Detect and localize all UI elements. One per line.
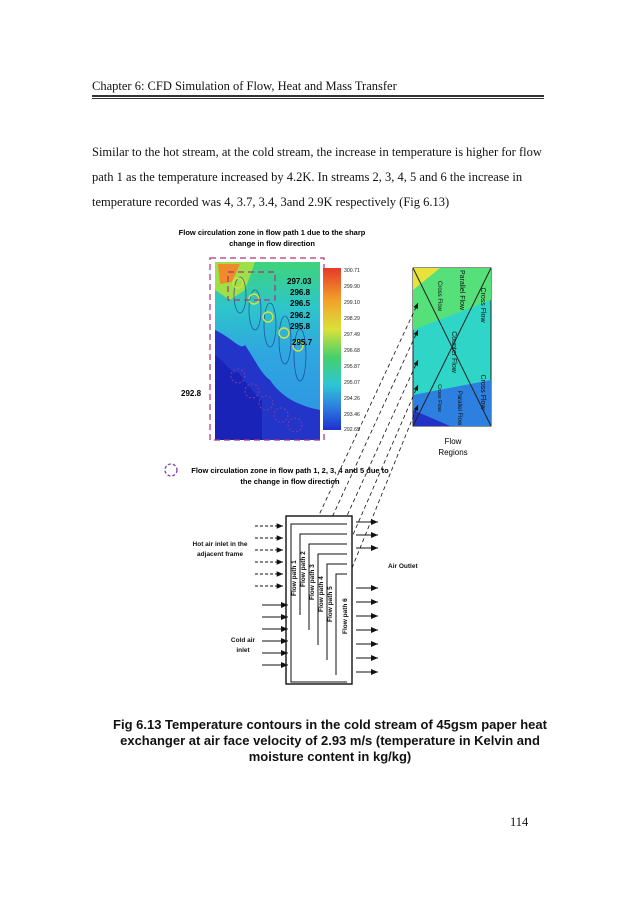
legend-value: 296.68 [344, 348, 360, 354]
caption-line: exchanger at air face velocity of 2.93 m/s (temperature in Kelvin and [120, 733, 540, 748]
annotation-top-line1: Flow circulation zone in flow path 1 due to the sharp [178, 228, 366, 237]
body-line: path 1 as the temperature increased by 4.2K. In streams 2, 3, 4, 5 and 6 the increase in [92, 170, 523, 184]
legend-value: 299.90 [344, 284, 360, 290]
legend-value: 297.49 [344, 332, 360, 338]
legend-value: 293.46 [344, 412, 360, 418]
flow-path-label: Flow path 5 [327, 586, 334, 622]
flow-path-label: Flow path 4 [318, 576, 325, 612]
contour-label: 296.5 [290, 299, 311, 308]
cold-air-inlet-label: Cold air [230, 637, 256, 644]
page-number: 114 [510, 815, 529, 829]
legend-value: 300.71 [344, 268, 360, 274]
circulation-zone-marker [165, 464, 177, 476]
caption-line: moisture content in kg/kg) [248, 749, 412, 764]
annotation-bottom-line1: Flow circulation zone in flow path 1, 2, 3, 4 and 5 due to [191, 466, 389, 475]
region-label: Cross Flow [436, 384, 442, 412]
flow-path-label: Flow path 1 [291, 560, 298, 596]
cold-air-inlet-label: inlet [236, 647, 250, 654]
contour-label: 295.7 [292, 338, 313, 347]
contour-label: 297.03 [287, 277, 312, 286]
regions-title: Regions [438, 448, 468, 457]
chapter-header: Chapter 6: CFD Simulation of Flow, Heat and Mass Transfer [92, 79, 397, 93]
legend-value: 295.07 [344, 380, 360, 386]
flow-path-label: Flow path 6 [342, 598, 349, 634]
legend-value: 294.26 [344, 396, 360, 402]
region-label: Cross Flow [436, 280, 442, 312]
legend-value: 292.65 [344, 427, 360, 433]
contour-label: 296.8 [290, 288, 311, 297]
contour-label: 296.2 [290, 311, 311, 320]
color-legend-bar [323, 268, 341, 430]
legend-value: 298.29 [344, 316, 360, 322]
contour-label: 292.8 [181, 389, 202, 398]
flow-path-label: Flow path 2 [300, 551, 307, 587]
annotation-top-line2: change in flow direction [229, 239, 315, 248]
air-outlet-arrows [356, 522, 378, 672]
region-label: Cross Flow [479, 287, 486, 323]
flow-path-schematic [193, 516, 419, 684]
legend-value: 299.10 [344, 300, 360, 306]
region-label: Parallel Flow [456, 390, 462, 426]
hot-air-inlet-label: adjacent frame [197, 551, 243, 558]
hot-air-inlet-label: Hot air inlet in the [192, 541, 248, 548]
legend-value: 295.87 [344, 364, 360, 370]
body-line: temperature recorded was 4, 3.7, 3.4, 3and 2.9K respectively (Fig 6.13) [92, 195, 450, 209]
flow-path-label: Flow path 3 [309, 564, 316, 600]
caption-line: Fig 6.13 Temperature contours in the cold stream of 45gsm paper heat [113, 717, 547, 732]
region-label: Cross Flow [479, 374, 486, 410]
contour-label: 295.8 [290, 322, 311, 331]
color-legend-values [344, 268, 360, 433]
body-line: Similar to the hot stream, at the cold stream, the increase in temperature is higher for flow [92, 145, 542, 159]
figure-caption [100, 717, 560, 765]
cold-air-arrows [262, 605, 288, 665]
annotation-bottom-line2: the change in flow direction [240, 477, 340, 486]
air-outlet-label: Air Outlet [388, 563, 418, 570]
region-label: Counter Flow [450, 331, 457, 373]
region-label: Parallel Flow [458, 269, 465, 311]
regions-title: Flow [444, 437, 462, 446]
hot-air-arrows [255, 526, 283, 586]
flow-regions-panel [413, 268, 491, 457]
